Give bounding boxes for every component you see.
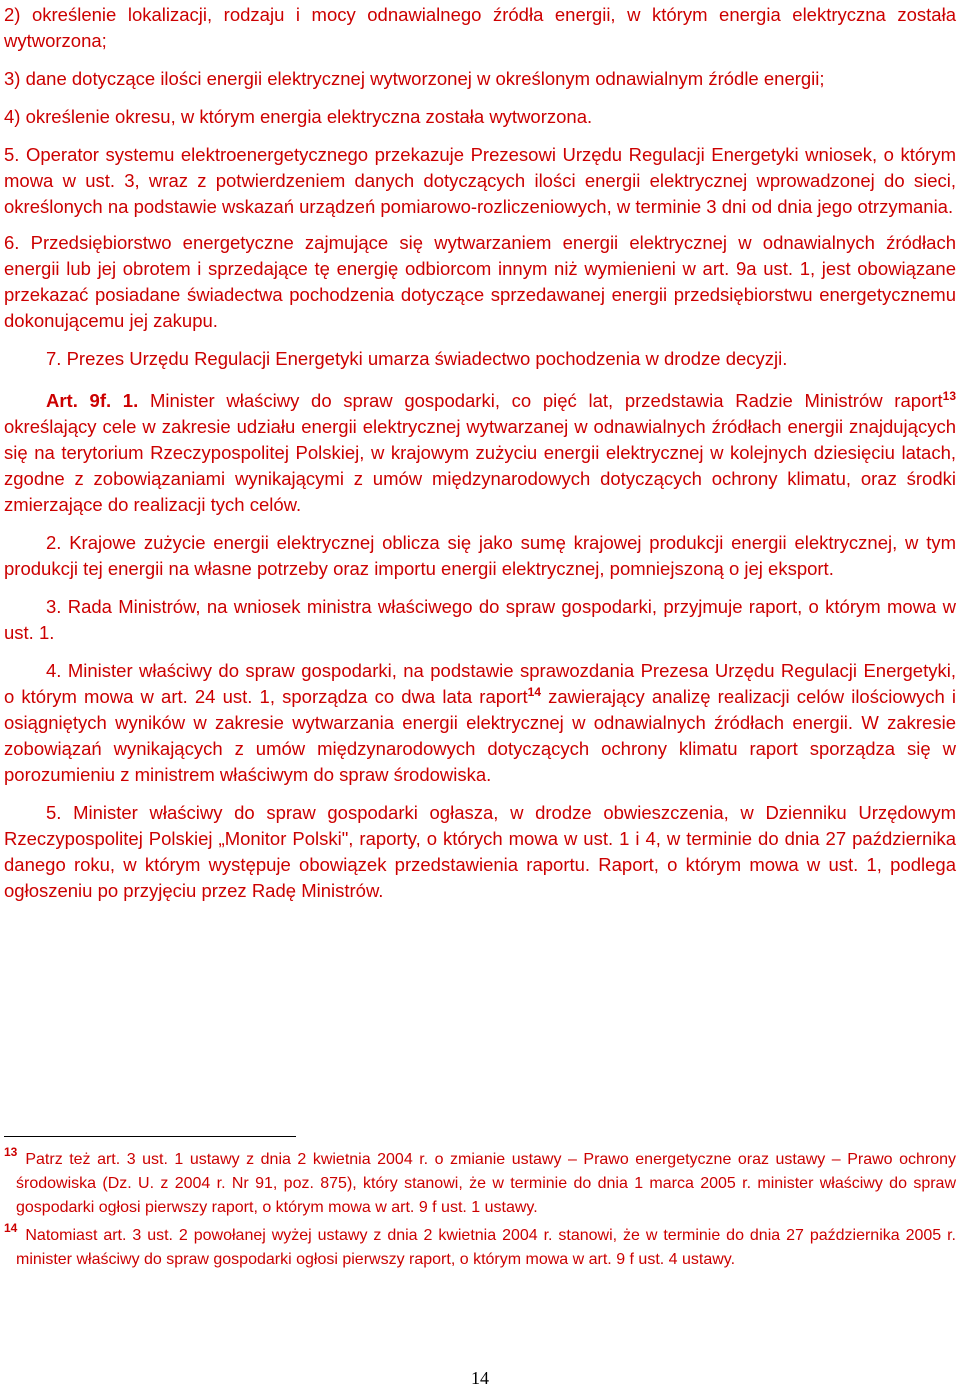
article-9f-para-2: 2. Krajowe zużycie energii elektrycznej oblicza się jako sumę krajowej produkcji energii elektrycznej, w tym produkcji tej energii na własne potrzeby oraz importu energii elektrycznej, pomniejszoną o jej eksport. bbox=[4, 532, 956, 579]
article-9f-text-4b: zawierający analizę realizacji celów ilościowych i osiągniętych wyników w zakresie wytwarzania energii elektrycznej w odnawialnych źródłach energii. W zakresie zobowiązań wynikających z umów międzynarodowych dotyczących ochrony klimatu raport sporządza się w porozumieniu z ministrem właściwym do spraw środowiska. bbox=[4, 686, 957, 785]
footnote-text: Natomiast art. 3 ust. 2 powołanej wyżej ustawy z dnia 2 kwietnia 2004 r. stanowi, że w terminie do dnia 27 października 2005 r. minister właściwy do spraw gospodarki ogłosi pierwszy raport, o którym mowa w art. 9 f ust. 4 ustawy. bbox=[16, 1227, 956, 1268]
page-number: 14 bbox=[471, 1368, 489, 1388]
article-9f-para-3: 3. Rada Ministrów, na wniosek ministra właściwego do spraw gospodarki, przyjmuje raport, o którym mowa w ust. 1. bbox=[4, 596, 956, 643]
list-item-3: 3) dane dotyczące ilości energii elektrycznej wytworzonej w określonym odnawialnym źródle energii; bbox=[4, 68, 825, 89]
list-item-2: 2) określenie lokalizacji, rodzaju i mocy odnawialnego źródła energii, w którym energia elektryczna została wytworzona; bbox=[4, 4, 956, 51]
article-9f-text-1a: Minister właściwy do spraw gospodarki, co pięć lat, przedstawia Radzie Ministrów raport bbox=[149, 390, 943, 411]
paragraph-5: 5. Operator systemu elektroenergetycznego przekazuje Prezesowi Urzędu Regulacji Energetyki wniosek, o którym mowa w ust. 3, wraz z potwierdzeniem danych dotyczących ilości energii elektrycznej wprowadzonej do sieci, określonych na podstawie wskazań urządzeń pomiarowo-rozliczeniowych, w terminie 3 dni od dnia jego otrzymania. bbox=[4, 144, 956, 217]
paragraph-7: 7. Prezes Urzędu Regulacji Energetyki umarza świadectwo pochodzenia w drodze decyzji. bbox=[46, 348, 788, 369]
footnote-14 bbox=[4, 1221, 956, 1272]
footnote-ref-14[interactable]: 14 bbox=[527, 684, 541, 699]
article-9f-para-5: 5. Minister właściwy do spraw gospodarki ogłasza, w drodze obwieszczenia, w Dzienniku Urzędowym Rzeczypospolitej Polskiej „Monitor Polski", raporty, o których mowa w ust. 1 i 4, w terminie do dnia 27 października danego roku, w którym występuje obowiązek przedstawienia raportu. Raport, o którym mowa w ust. 1, podlega ogłoszeniu po przyjęciu przez Radę Ministrów. bbox=[4, 802, 956, 901]
footnote-mark: 14 bbox=[4, 1221, 18, 1235]
article-label: Art. 9f. 1. bbox=[46, 390, 139, 411]
paragraph-6: 6. Przedsiębiorstwo energetyczne zajmujące się wytwarzaniem energii elektrycznej w odnawialnych źródłach energii lub jej obrotem i sprzedające tę energię odbiorcom innym niż wymienieni w art. 9a ust. 1, jest obowiązane przekazać posiadane świadectwa pochodzenia dotyczące sprzedawanej energii przedsiębiorstwu energetycznemu dokonującemu jej zakupu. bbox=[4, 232, 956, 331]
article-9f-text-4a: 4. Minister właściwy do spraw gospodarki, na podstawie sprawozdania Prezesa Urzędu Regulacji Energetyki, o którym mowa w art. 24 ust. 1, sporządza co dwa lata raport bbox=[4, 660, 956, 707]
footnote-13 bbox=[4, 1145, 956, 1220]
article-9f-para-4 bbox=[4, 658, 956, 788]
list-item-4: 4) określenie okresu, w którym energia elektryczna została wytworzona. bbox=[4, 106, 593, 127]
article-9f-para-1 bbox=[4, 388, 956, 518]
footnotes bbox=[4, 1145, 956, 1272]
document-page bbox=[4, 0, 956, 1388]
footnote-separator bbox=[4, 1136, 296, 1137]
footnote-ref-13[interactable]: 13 bbox=[942, 388, 956, 403]
footnote-text: Patrz też art. 3 ust. 1 ustawy z dnia 2 kwietnia 2004 r. o zmianie ustawy – Prawo energetyczne oraz ustawy – Prawo ochrony środowiska (Dz. U. z 2004 r. Nr 91, poz. 875), który stanowi, że w terminie do dnia 1 marca 2005 r. minister właściwy do spraw gospodarki ogłosi pierwszy raport, o którym mowa w art. 9 f ust. 1 ustawy. bbox=[16, 1151, 956, 1216]
footnote-mark: 13 bbox=[4, 1145, 18, 1159]
article-9f-text-1b: określający cele w zakresie udziału energii elektrycznej wytwarzanej w odnawialnych źródłach energii znajdujących się na terytorium Rzeczypospolitej Polskiej, w krajowym zużyciu energii elektrycznej w kolejnych dziesięciu latach, zgodne z zobowiązaniami wynikającymi z umów międzynarodowych dotyczących ochrony klimatu, oraz środki zmierzające do realizacji tych celów. bbox=[4, 416, 956, 515]
